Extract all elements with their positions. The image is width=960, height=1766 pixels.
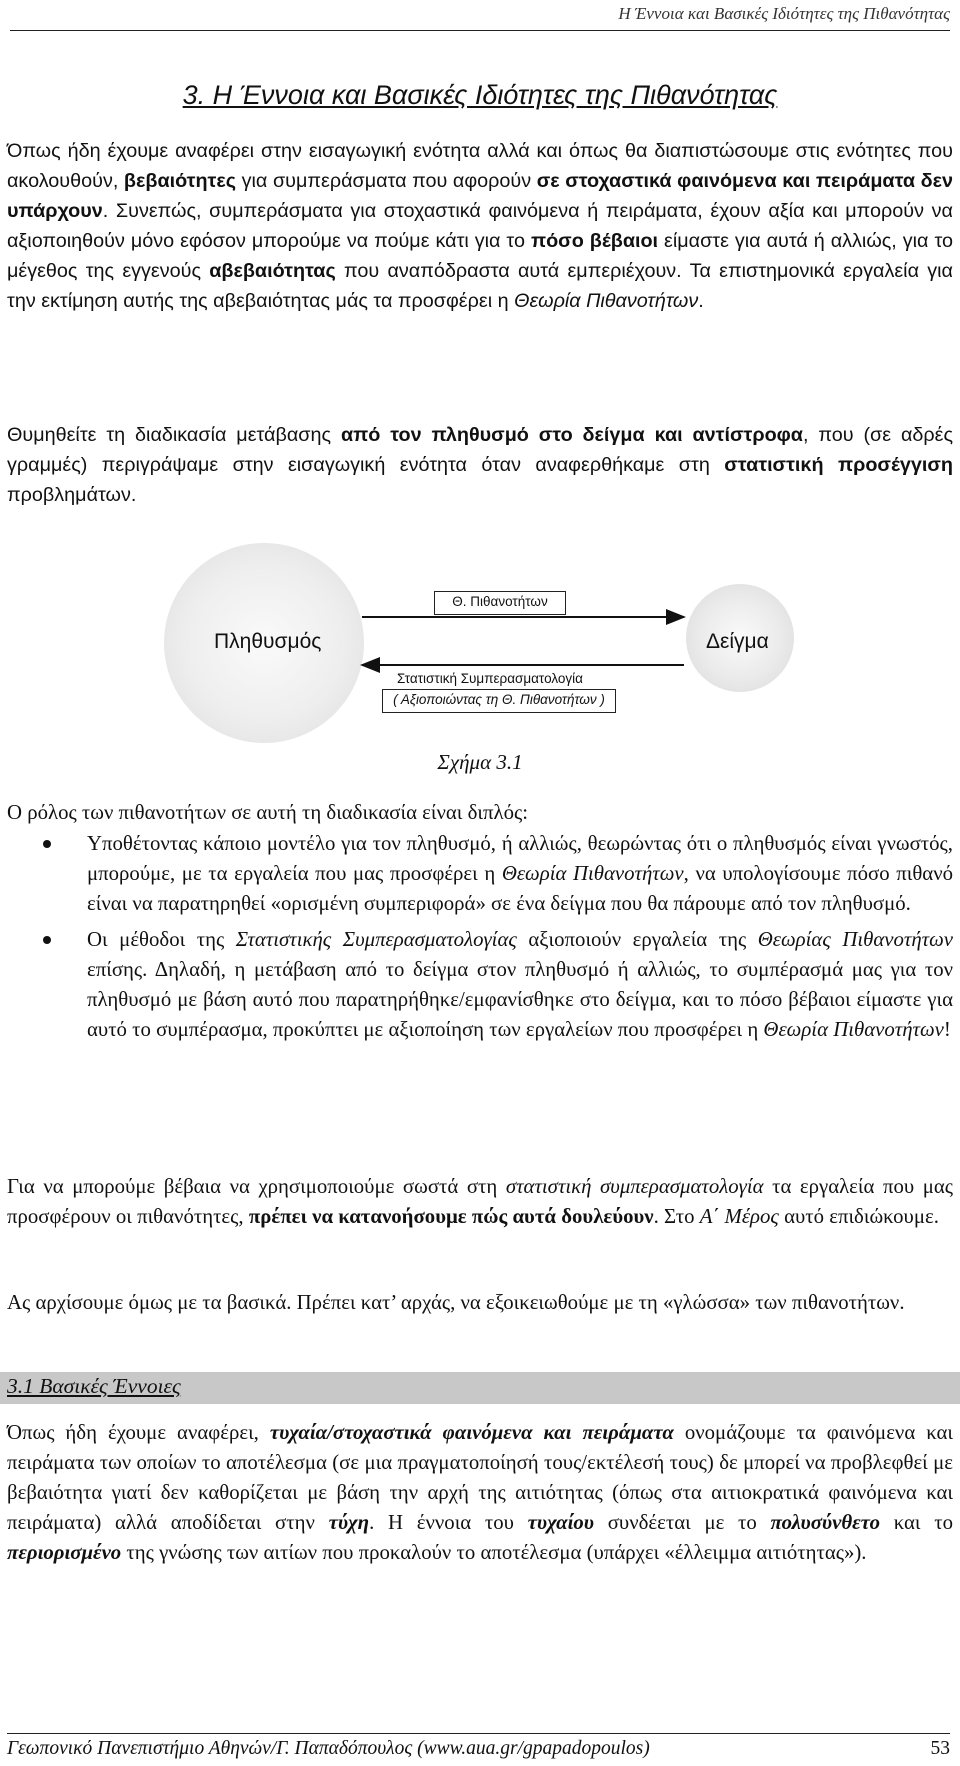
bold-text: αβεβαιότητας: [209, 260, 336, 282]
text: αξιοποιούν εργαλεία της: [516, 928, 758, 951]
population-sample-figure: [162, 540, 798, 746]
italic-text: Α΄ Μέρος: [699, 1205, 779, 1228]
text: και το: [880, 1511, 953, 1534]
inference-sub-label: ( Αξιοποιώντας τη Θ. Πιθανοτήτων ): [393, 692, 605, 707]
text: τα εργαλεία που μας προσφέρουν οι πιθανότητες,: [7, 1175, 953, 1228]
italic-text: στατιστική συμπερασματολογία: [505, 1175, 764, 1198]
language-paragraph: Ας αρχίσουμε όμως με τα βασικά. Πρέπει κατ’ αρχάς, να εξοικειωθούμε με τη «γλώσσα» των πιθανοτήτων.: [7, 1291, 905, 1314]
text: συνδέεται με το: [593, 1511, 771, 1534]
section-heading-bar: [0, 1372, 960, 1404]
text: για συμπεράσματα που αφορούν: [236, 170, 537, 192]
inference-box: [382, 689, 616, 713]
text: που αναπόδραστα αυτά εμπεριέχουν. Τα επιστημονικά εργαλεία για την εκτίμηση αυτής της αβεβαιότητας μάς τα προσφέρει η: [7, 260, 953, 312]
probability-label: Θ. Πιθανοτήτων: [452, 594, 548, 609]
inference-label: Στατιστική Συμπερασματολογία: [397, 671, 583, 686]
population-sample-paragraph: [7, 420, 953, 510]
text: . Η έννοια του: [369, 1511, 528, 1534]
role-paragraph: Ο ρόλος των πιθανοτήτων σε αυτή τη διαδικασία είναι διπλός:: [7, 801, 528, 824]
basic-concepts-paragraph: [7, 1418, 953, 1568]
section-heading: 3.1 Βασικές Έννοιες: [7, 1374, 181, 1398]
text: Όπως ήδη έχουμε αναφέρει στην εισαγωγική ενότητα αλλά και όπως θα διαπιστώσουμε στις ενότητες που ακολουθούν,: [7, 140, 953, 192]
bold-italic-text: πολυσύνθετο: [770, 1511, 880, 1534]
italic-text: Στατιστικής Συμπερασματολογίας: [235, 928, 517, 951]
list-item: [7, 925, 953, 1045]
text: προβλημάτων.: [7, 484, 137, 506]
bold-text: πρέπει να κατανοήσουμε πώς αυτά δουλεύουν: [248, 1205, 654, 1228]
bold-text: πόσο βέβαιοι: [530, 230, 659, 252]
figure-caption: Σχήμα 3.1: [437, 750, 523, 774]
intro-paragraph: [7, 136, 953, 316]
text: Όπως ήδη έχουμε αναφέρει,: [7, 1421, 270, 1444]
text: , να υπολογίσουμε πόσο πιθανό είναι να παρατηρηθεί «ορισμένη συμπεριφορά» σε ένα δείγμα που θα πάρουμε από τον πληθυσμό.: [87, 862, 954, 915]
text: Υποθέτοντας κάποιο μοντέλο για τον πληθυσμό, ή αλλιώς, θεωρώντας ότι ο πληθυσμός είναι γνωστός, μπορούμε, με τα εργαλεία που μας προσφέρει η: [87, 832, 953, 885]
footer-rule: [7, 1733, 950, 1734]
bold-text: βεβαιότητες: [123, 170, 237, 192]
bold-text: σε στοχαστικά φαινόμενα και πειράματα δεν υπάρχουν: [7, 170, 953, 222]
bullet-icon: [43, 840, 51, 848]
page-number: 53: [930, 1738, 950, 1759]
text: . Στο: [653, 1205, 700, 1228]
bullet-icon: [43, 936, 51, 944]
text: . Συνεπώς, συμπεράσματα για στοχαστικά φαινόμενα ή πειράματα, έχουν αξία και μπορούν να αξιοποιηθούν μόνο εφόσον μπορούμε να πούμε κάτι για το: [7, 200, 953, 252]
probability-box: [434, 591, 566, 615]
text: επίσης. Δηλαδή, η μετάβαση από το δείγμα στον πληθυσμό ή αλλιώς, το συμπέρασμά μας για τον πληθυσμό με βάση αυτό που παρατηρήθηκε/εμφανίσθηκε στο δείγμα, και το πόσο βέβαιοι είμαστε για αυτό το συμπέρασμα, προκύπτει με αξιοποίηση των εργαλείων που προσφέρει η: [87, 958, 953, 1041]
header-rule: [10, 30, 950, 31]
bold-italic-text: τύχη: [328, 1511, 370, 1534]
text: ονομάζουμε τα φαινόμενα και πειράματα των οποίων το αποτέλεσμα (σε μια πραγματοποίησή τους/εκτέλεσή τους) δε μπορεί να προβλεφθεί με βεβαιότητα γιατί δεν καθορίζεται με βάση την αρχή της αιτιότητας (όπως στα αιτιοκρατικά φαινόμενα και πειράματα) αλλά αποδίδεται στην: [7, 1421, 953, 1534]
text: Για να μπορούμε βέβαια να χρησιμοποιούμε σωστά στη: [7, 1175, 506, 1198]
text: Θυμηθείτε τη διαδικασία μετάβασης: [7, 424, 341, 446]
chapter-title: 3. Η Έννοια και Βασικές Ιδιότητες της Πιθανότητας: [182, 80, 778, 110]
text: αυτό επιδιώκουμε.: [778, 1205, 939, 1228]
italic-text: Θεωρία Πιθανοτήτων: [514, 290, 699, 312]
bold-text: στατιστική προσέγγιση: [724, 454, 953, 476]
list-item: [7, 829, 953, 919]
italic-text: Θεωρία Πιθανοτήτων: [501, 862, 684, 885]
tools-paragraph: [7, 1172, 953, 1232]
bold-text: από τον πληθυσμό στο δείγμα και αντίστροφα: [340, 424, 803, 446]
bold-italic-text: περιορισμένο: [7, 1541, 122, 1564]
text: , που (σε αδρές γραμμές) περιγράψαμε στην εισαγωγική ενότητα όταν αναφερθήκαμε στη: [7, 424, 953, 476]
sample-label: Δείγμα: [706, 630, 769, 653]
bold-italic-text: τυχαία/στοχαστικά φαινόμενα και πειράματα: [269, 1421, 674, 1444]
text: Οι μέθοδοι της: [87, 928, 236, 951]
text: .: [698, 290, 704, 312]
text: είμαστε για αυτά ή αλλιώς, για το μέγεθος της εγγενούς: [7, 230, 953, 282]
footer-text: Γεωπονικό Πανεπιστήμιο Αθηνών/Γ. Παπαδόπουλος (www.aua.gr/gpapadopoulos): [7, 1738, 650, 1759]
italic-text: Θεωρία Πιθανοτήτων: [763, 1018, 944, 1041]
text: της γνώσης των αιτίων που προκαλούν το αποτέλεσμα (υπάρχει «έλλειμμα αιτιότητας»).: [121, 1541, 867, 1564]
running-header: Η Έννοια και Βασικές Ιδιότητες της Πιθανότητας: [618, 4, 950, 23]
text: !: [943, 1018, 951, 1041]
italic-text: Θεωρίας Πιθανοτήτων: [757, 928, 954, 951]
bold-italic-text: τυχαίου: [527, 1511, 594, 1534]
population-label: Πληθυσμός: [214, 630, 322, 653]
bullet-list: [7, 829, 953, 1051]
